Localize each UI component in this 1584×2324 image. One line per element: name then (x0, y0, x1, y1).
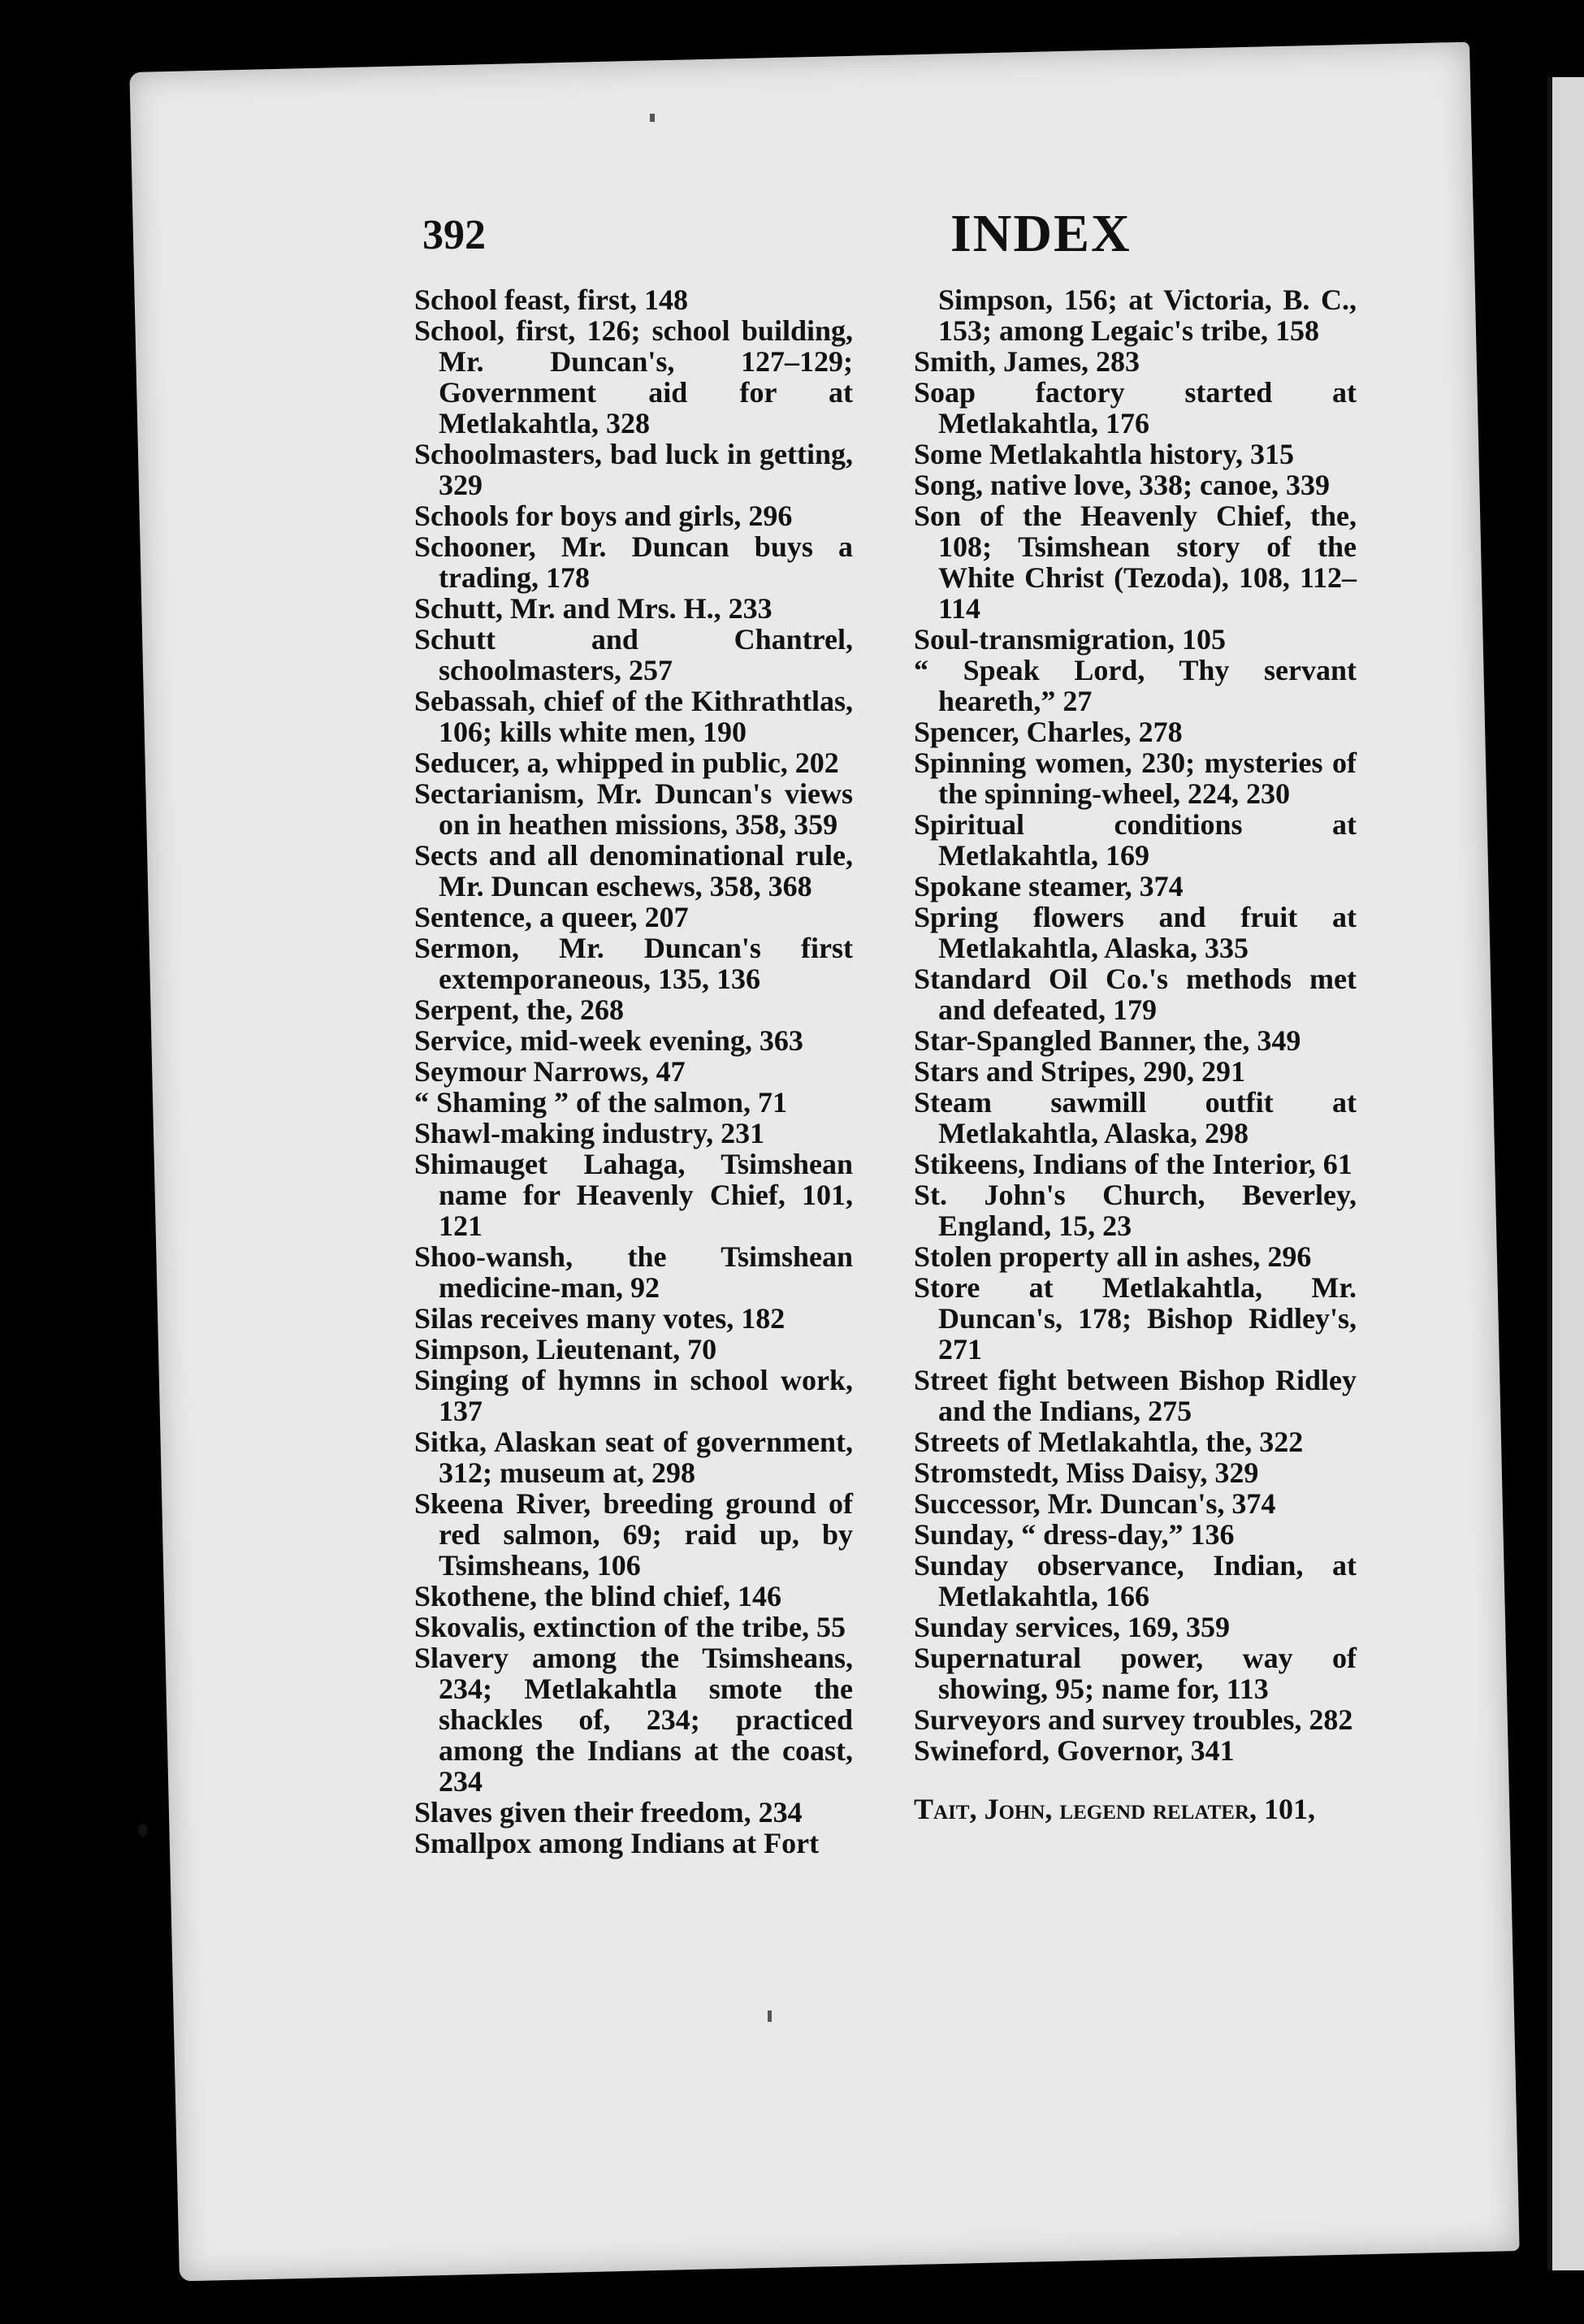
index-entry: Singing of hymns in school work, 137 (414, 1364, 853, 1427)
index-entry: Sebassah, chief of the Kithrathtlas, 106; kills white men, 190 (414, 685, 853, 748)
index-entry: Schools for boys and girls, 296 (414, 500, 793, 532)
index-entry: Sunday services, 169, 359 (914, 1611, 1231, 1643)
scan-dust-mark (768, 2010, 772, 2022)
index-entry: Spring flowers and fruit at Metlakahtla, Alaska, 335 (914, 901, 1357, 964)
index-entry: Soul-transmigration, 105 (914, 623, 1227, 656)
index-entry: Successor, Mr. Duncan's, 374 (914, 1487, 1276, 1520)
index-entry: Smith, James, 283 (914, 345, 1140, 378)
index-entry: Skovalis, extinction of the tribe, 55 (414, 1611, 846, 1643)
index-entry: Stromstedt, Miss Daisy, 329 (914, 1456, 1259, 1489)
index-entry: Smallpox among Indians at Fort (414, 1827, 820, 1859)
index-entry: Shimauget Lahaga, Tsimshean name for Heavenly Chief, 101, 121 (414, 1148, 853, 1242)
index-entry: Steam sawmill outfit at Metlakahtla, Alaska, 298 (914, 1086, 1357, 1149)
index-entry: Some Metlakahtla history, 315 (914, 438, 1294, 470)
index-entry: “ Speak Lord, Thy servant heareth,” 27 (914, 654, 1357, 717)
index-column-left (414, 284, 853, 1859)
index-entry: Streets of Metlakahtla, the, 322 (914, 1426, 1304, 1458)
index-entry: Schutt and Chantrel, schoolmasters, 257 (414, 623, 853, 686)
index-entry: Schutt, Mr. and Mrs. H., 233 (414, 592, 773, 625)
index-entry: Surveyors and survey troubles, 282 (914, 1703, 1353, 1736)
index-entry: Song, native love, 338; canoe, 339 (914, 469, 1330, 501)
index-entry: St. John's Church, Beverley, England, 15, 23 (914, 1179, 1357, 1242)
index-entry: School feast, first, 148 (414, 283, 688, 316)
index-entry: Service, mid-week evening, 363 (414, 1024, 803, 1057)
index-entry: Sitka, Alaskan seat of government, 312; museum at, 298 (414, 1426, 853, 1489)
index-entry: Stars and Stripes, 290, 291 (914, 1055, 1246, 1088)
scan-dust-mark (650, 114, 655, 122)
index-entry: School, first, 126; school building, Mr. Duncan's, 127–129; Government aid for at Metlakahtla, 328 (414, 314, 853, 439)
index-entry: Sunday observance, Indian, at Metlakahtla, 166 (914, 1549, 1357, 1612)
index-entry: Standard Oil Co.'s methods met and defeated, 179 (914, 963, 1357, 1026)
index-entry: Skeena River, breeding ground of red salmon, 69; raid up, by Tsimsheans, 106 (414, 1487, 853, 1582)
index-entry: Spiritual conditions at Metlakahtla, 169 (914, 808, 1357, 872)
index-entry: Schoolmasters, bad luck in getting, 329 (414, 438, 853, 501)
page-number: 392 (422, 212, 486, 258)
index-entry: Sermon, Mr. Duncan's first extemporaneous, 135, 136 (414, 932, 853, 995)
index-entry: Sunday, “ dress-day,” 136 (914, 1518, 1235, 1551)
running-title: INDEX (950, 204, 1132, 263)
facing-page-edge (1547, 77, 1584, 2270)
index-entry: Silas receives many votes, 182 (414, 1302, 786, 1335)
index-entry: Schooner, Mr. Duncan buys a trading, 178 (414, 530, 853, 594)
index-entry: Stikeens, Indians of the Interior, 61 (914, 1148, 1352, 1180)
scan-dust-mark (138, 1824, 148, 1837)
index-entry: Soap factory started at Metlakahtla, 176 (914, 376, 1357, 439)
index-entry: “ Shaming ” of the salmon, 71 (414, 1086, 788, 1119)
index-entry: Seymour Narrows, 47 (414, 1055, 686, 1088)
index-entry: Sects and all denominational rule, Mr. Duncan eschews, 358, 368 (414, 839, 853, 902)
index-entry: Slaves given their freedom, 234 (414, 1796, 803, 1828)
index-entry: Serpent, the, 268 (414, 993, 624, 1026)
index-entry: Spinning women, 230; mysteries of the spinning-wheel, 224, 230 (914, 747, 1357, 810)
index-entry: Stolen property all in ashes, 296 (914, 1240, 1312, 1273)
index-entry: Star-Spangled Banner, the, 349 (914, 1024, 1301, 1057)
page-header (268, 203, 1324, 276)
index-entry: Son of the Heavenly Chief, the, 108; Tsimshean story of the White Christ (Tezoda), 108, 112–114 (914, 500, 1357, 625)
index-entry: Spokane steamer, 374 (914, 870, 1184, 902)
index-entry: Street fight between Bishop Ridley and the Indians, 275 (914, 1364, 1357, 1427)
index-entry: Supernatural power, way of showing, 95; name for, 113 (914, 1642, 1357, 1705)
index-entry: Sentence, a queer, 207 (414, 901, 689, 933)
index-entry-continuation: Simpson, 156; at Victoria, B. C., 153; among Legaic's tribe, 158 (938, 283, 1357, 347)
index-entry: Slavery among the Tsimsheans, 234; Metlakahtla smote the shackles of, 234; practiced among the Indians at the coast, 234 (414, 1642, 853, 1798)
index-entry: Store at Metlakahtla, Mr. Duncan's, 178; Bishop Ridley's, 271 (914, 1271, 1357, 1365)
index-entry: Tait, John, legend relater, 101, (914, 1793, 1316, 1825)
index-entry: Simpson, Lieutenant, 70 (414, 1333, 717, 1365)
index-entry: Spencer, Charles, 278 (914, 716, 1183, 748)
index-entry: Seducer, a, whipped in public, 202 (414, 747, 839, 779)
index-entry: Swineford, Governor, 341 (914, 1734, 1235, 1767)
index-entry: Skothene, the blind chief, 146 (414, 1580, 782, 1612)
index-column-right (914, 284, 1357, 1824)
index-entry: Shoo-wansh, the Tsimshean medicine-man, 92 (414, 1240, 853, 1304)
index-entry: Sectarianism, Mr. Duncan's views on in heathen missions, 358, 359 (414, 777, 853, 841)
index-entry: Shawl-making industry, 231 (414, 1117, 765, 1149)
